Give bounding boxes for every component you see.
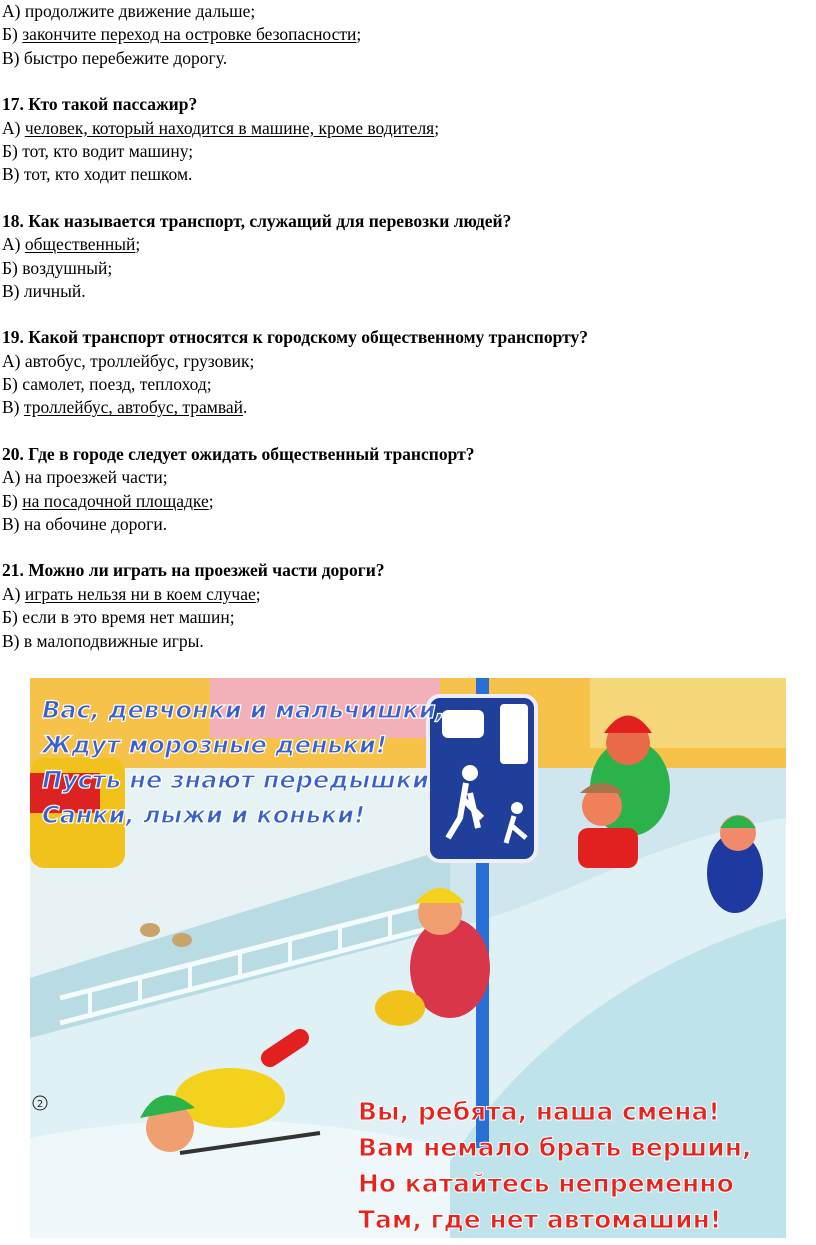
q20-answer-a: А) на проезжей части; bbox=[2, 467, 168, 488]
q19-title: 19. Какой транспорт относятся к городскому общественному транспорту? bbox=[2, 327, 589, 348]
document-body bbox=[2, 0, 802, 653]
q17-title: 17. Кто такой пассажир? bbox=[2, 94, 198, 115]
correct-answer: человек, который находится в машине, кроме водителя bbox=[24, 117, 435, 138]
car-icon bbox=[442, 710, 484, 738]
q19-answer-c: В) троллейбус, автобус, трамвай. bbox=[2, 397, 248, 418]
page-number: 2 bbox=[36, 1099, 44, 1110]
q20-answer-b: Б) на посадочной площадке; bbox=[2, 490, 214, 511]
correct-answer: играть нельзя ни в коем случае bbox=[24, 583, 256, 604]
q16-answer-b: Б) закончите переход на островке безопасности; bbox=[2, 24, 362, 45]
q19-answer-a: А) автобус, троллейбус, грузовик; bbox=[2, 350, 255, 371]
correct-answer: на посадочной площадке bbox=[22, 490, 209, 511]
q18-title: 18. Как называется транспорт, служащий для перевозки людей? bbox=[2, 210, 512, 231]
q21-title: 21. Можно ли играть на проезжей части дороги? bbox=[2, 560, 385, 581]
q21-answer-c: В) в малоподвижные игры. bbox=[2, 630, 204, 651]
sign-house-icon bbox=[500, 704, 528, 764]
correct-answer: закончите переход на островке безопасности bbox=[22, 24, 357, 45]
child-icon bbox=[511, 802, 523, 814]
q18-answer-a: А) общественный; bbox=[2, 234, 141, 255]
q18-answer-c: В) личный. bbox=[2, 280, 86, 301]
q19-answer-b: Б) самолет, поезд, теплоход; bbox=[2, 374, 212, 395]
q21-answer-b: Б) если в это время нет машин; bbox=[2, 607, 235, 628]
q18-answer-b: Б) воздушный; bbox=[2, 257, 113, 278]
q17-answer-c: В) тот, кто ходит пешком. bbox=[2, 164, 193, 185]
q16-answer-a: А) продолжите движение дальше; bbox=[2, 1, 256, 21]
poem-bottom-line: Там, где нет автомашин! bbox=[358, 1205, 722, 1234]
bird bbox=[140, 923, 160, 937]
correct-answer: общественный bbox=[24, 234, 136, 255]
poem-top-line: Пусть не знают передышки bbox=[42, 766, 429, 794]
q17-answer-a: А) человек, который находится в машине, кроме водителя; bbox=[2, 117, 440, 138]
q21-answer-a: А) играть нельзя ни в коем случае; bbox=[2, 583, 261, 604]
q17-answer-b: Б) тот, кто водит машину; bbox=[2, 140, 194, 161]
poem-bottom-line: Вам немало брать вершин, bbox=[358, 1133, 752, 1162]
correct-answer: троллейбус, автобус, трамвай bbox=[23, 397, 243, 418]
poem-top-line: Вас, девчонки и мальчишки, bbox=[42, 696, 445, 724]
bird bbox=[172, 933, 192, 947]
q16-answer-c: В) быстро перебежите дорогу. bbox=[2, 47, 228, 68]
poem-bottom-line: Вы, ребята, наша смена! bbox=[358, 1097, 720, 1126]
pedestrian-icon bbox=[462, 765, 478, 781]
winter-road-safety-illustration bbox=[30, 678, 786, 1238]
poem-top-line: Санки, лыжи и коньки! bbox=[42, 801, 366, 829]
poem-bottom-line: Но катайтесь непременно bbox=[358, 1169, 734, 1198]
q20-title: 20. Где в городе следует ожидать общественный транспорт? bbox=[2, 443, 475, 464]
q20-answer-c: В) на обочине дороги. bbox=[2, 514, 168, 535]
poem-top-line: Ждут морозные деньки! bbox=[42, 731, 387, 759]
